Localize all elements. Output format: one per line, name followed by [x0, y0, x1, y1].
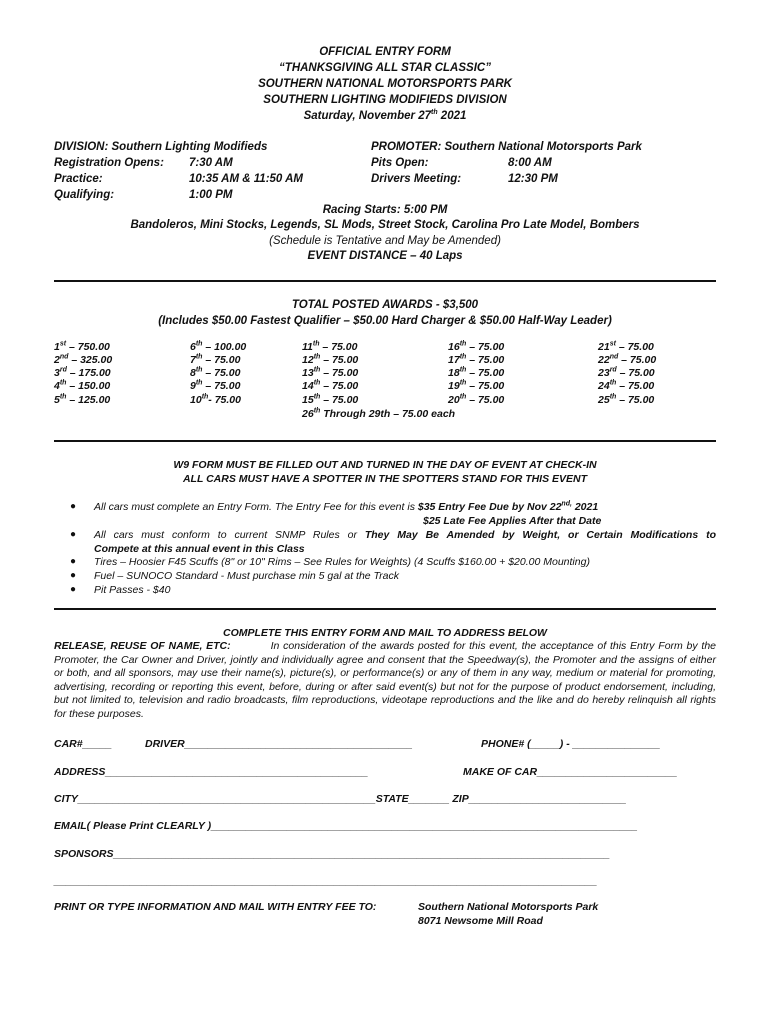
bullet-icon: ● [70, 501, 77, 512]
award-place: 8th – 75.00 [190, 366, 241, 379]
qualifying-label: Qualifying: [54, 189, 115, 201]
sponsors-extra-line[interactable]: _____________________________________________________________________________________________ [54, 875, 598, 887]
divider [54, 608, 716, 610]
practice-label: Practice: [54, 173, 103, 185]
bullet-icon: ● [70, 584, 77, 595]
event-name: “THANKSGIVING ALL STAR CLASSIC” [279, 62, 491, 74]
award-place: 4th – 150.00 [54, 379, 111, 392]
address-field[interactable]: ADDRESS_____________________________________________ [54, 766, 369, 778]
tires-bullet: Tires – Hoosier F45 Scuffs (8" or 10" Rims – See Rules for Weights) (4 Scuffs $160.00 + $20.00 Mounting) [94, 556, 590, 568]
pits-open-value: 8:00 AM [508, 157, 552, 169]
fuel-bullet: Fuel – SUNOCO Standard - Must purchase min 5 gal at the Track [94, 570, 400, 582]
release-paragraph: RELEASE, REUSE OF NAME, ETC: In consideration of the awards posted for this event, the acceptance of this Entry Form by the Promoter, the Car Owner and Driver, jointly and individually agree and consent that the Speedway(s), the Promoter and the assigns of either or both, and all sponsors, may use their name(s), picture(s), or performance(s) or any of them in any way, medium or material for promoting, advertising, recording or reporting this event, before, during or after said event(s) but not for the purpose of product endorsement, including, but not limited to, television and radio broadcasts, film reproductions, videotape reproductions and the like and do hereby relinquish all rights for these purposes. [54, 640, 717, 720]
racing-starts: Racing Starts: 5:00 PM [322, 204, 448, 216]
event-distance: EVENT DISTANCE – 40 Laps [307, 250, 463, 262]
drivers-meeting-value: 12:30 PM [508, 173, 558, 185]
email-field[interactable]: EMAIL( Please Print CLEARLY )_________________________________________________________________________ [54, 820, 638, 832]
award-place: 14th – 75.00 [302, 379, 359, 392]
award-place: 17th – 75.00 [448, 353, 505, 366]
mail-address-name: Southern National Motorsports Park [418, 901, 599, 913]
mail-address-street: 8071 Newsome Mill Road [418, 915, 543, 927]
award-place: 19th – 75.00 [448, 379, 505, 392]
award-place: 1st – 750.00 [54, 340, 110, 353]
promoter-line: PROMOTER: Southern National Motorsports Park [371, 141, 642, 153]
late-fee-note: $25 Late Fee Applies After that Date [423, 515, 602, 527]
award-place: 12th – 75.00 [302, 353, 359, 366]
award-place: 18th – 75.00 [448, 366, 505, 379]
award-place: 20th – 75.00 [448, 393, 505, 406]
event-date: Saturday, November 27th 2021 [303, 109, 467, 122]
awards-title: TOTAL POSTED AWARDS - $3,500 [291, 299, 479, 311]
award-place: 21st – 75.00 [598, 340, 654, 353]
award-place: 25th – 75.00 [598, 393, 655, 406]
mail-heading: COMPLETE THIS ENTRY FORM AND MAIL TO ADDRESS BELOW [223, 627, 547, 639]
driver-field[interactable]: DRIVER_______________________________________ [145, 738, 413, 750]
award-place: 6th – 100.00 [190, 340, 247, 353]
award-place: 7th – 75.00 [190, 353, 241, 366]
mail-instructions: PRINT OR TYPE INFORMATION AND MAIL WITH ENTRY FEE TO: [54, 901, 377, 913]
bullet-icon: ● [70, 570, 77, 581]
awards-through: 26th Through 29th – 75.00 each [302, 407, 456, 420]
entry-fee-bullet: All cars must complete an Entry Form. The Entry Fee for this event is $35 Entry Fee Due by Nov $22^{nd,}$ 2021 [94, 500, 599, 513]
track-name: SOUTHERN NATIONAL MOTORSPORTS PARK [258, 78, 512, 90]
divider [54, 280, 716, 282]
award-place: 9th – 75.00 [190, 379, 241, 392]
divider [54, 440, 716, 442]
spotter-notice: ALL CARS MUST HAVE A SPOTTER IN THE SPOTTERS STAND FOR THIS EVENT [182, 473, 588, 485]
award-place: 24th – 75.00 [598, 379, 655, 392]
award-place: 10th- 75.00 [190, 393, 241, 406]
award-place: 16th – 75.00 [448, 340, 505, 353]
w9-notice: W9 FORM MUST BE FILLED OUT AND TURNED IN THE DAY OF EVENT AT CHECK-IN [173, 459, 597, 471]
award-place: 22nd – 75.00 [598, 353, 657, 366]
phone-field[interactable]: PHONE# (_____) - _______________ [481, 738, 661, 750]
schedule-note: (Schedule is Tentative and May be Amended) [269, 235, 501, 247]
award-place: 23rd – 75.00 [598, 366, 655, 379]
award-place: 5th – 125.00 [54, 393, 111, 406]
registration-label: Registration Opens: [54, 157, 164, 169]
sponsors-field[interactable]: SPONSORS_____________________________________________________________________________________ [54, 848, 610, 860]
rules-bullet: All cars must conform to current SNMP Rules or They May Be Amended by Weight, or Certain Modifications to [94, 529, 716, 541]
award-place: 3rd – 175.00 [54, 366, 111, 379]
racing-classes: Bandoleros, Mini Stocks, Legends, SL Mods, Street Stock, Carolina Pro Late Model, Bombers [130, 219, 640, 231]
drivers-meeting-label: Drivers Meeting: [371, 173, 462, 185]
make-of-car-field[interactable]: MAKE OF CAR________________________ [463, 766, 678, 778]
bullet-icon: ● [70, 556, 77, 567]
registration-value: 7:30 AM [189, 157, 233, 169]
division-line: DIVISION: Southern Lighting Modifieds [54, 141, 268, 153]
bullet-icon: ● [70, 529, 77, 540]
pits-open-label: Pits Open: [371, 157, 429, 169]
city-state-zip-field[interactable]: CITY___________________________________________________STATE_______ ZIP___________________________ [54, 793, 627, 805]
award-place: 2nd – 325.00 [54, 353, 113, 366]
car-number-field[interactable]: CAR#_____ [54, 738, 112, 750]
qualifying-value: 1:00 PM [189, 189, 233, 201]
pit-passes-bullet: Pit Passes - $40 [94, 584, 171, 596]
practice-value: 10:35 AM & 11:50 AM [189, 173, 303, 185]
rules-bullet-line2: Compete at this annual event in this Class [94, 543, 305, 555]
awards-subtitle: (Includes $50.00 Fastest Qualifier – $50.00 Hard Charger & $50.00 Half-Way Leader) [158, 315, 612, 327]
award-place: 15th – 75.00 [302, 393, 359, 406]
form-title: OFFICIAL ENTRY FORM [319, 46, 451, 58]
award-place: 11th – 75.00 [302, 340, 358, 353]
division-heading: SOUTHERN LIGHTING MODIFIEDS DIVISION [263, 94, 507, 106]
award-place: 13th – 75.00 [302, 366, 359, 379]
